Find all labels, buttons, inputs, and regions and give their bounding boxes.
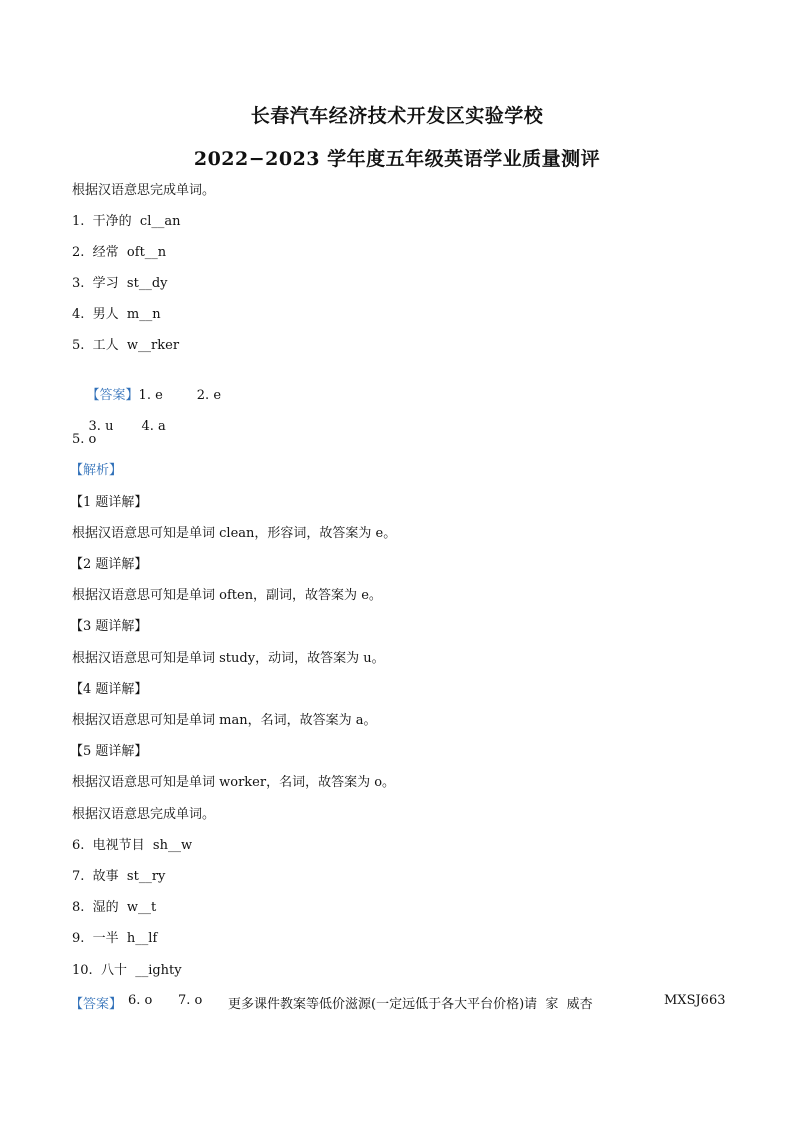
- detail-text-4: 根据汉语意思可知是单词 man，名词，故答案为 a。: [72, 713, 377, 728]
- answer-7: 7. o: [178, 993, 203, 1008]
- answer-5: 5. o: [72, 432, 97, 447]
- question-item-7: 7. 故事 st__ry: [72, 869, 166, 884]
- detail-heading-3: 【3 题详解】: [70, 619, 148, 634]
- detail-heading-2: 【2 题详解】: [70, 557, 148, 572]
- detail-text-3: 根据汉语意思可知是单词 study，动词，故答案为 u。: [72, 651, 385, 666]
- promo-text: 更多课件教案等低价滋源(一定远低于各大平台价格)请 家 威杏: [228, 997, 593, 1012]
- detail-text-1: 根据汉语意思可知是单词 clean，形容词，故答案为 e。: [72, 526, 397, 541]
- answer-1: 1. e: [138, 388, 163, 403]
- question-item-9: 9. 一半 h__lf: [72, 931, 158, 946]
- answer-2: 2. e: [196, 388, 222, 403]
- question-item-3: 3. 学习 st__dy: [72, 276, 168, 291]
- analysis-tag: 【解析】: [70, 463, 123, 478]
- detail-text-2: 根据汉语意思可知是单词 often，副词，故答案为 e。: [72, 588, 382, 603]
- question-item-6: 6. 电视节目 sh__w: [72, 838, 193, 853]
- question-item-5: 5. 工人 w__rker: [72, 338, 180, 353]
- section1-instruction: 根据汉语意思完成单词。: [72, 183, 216, 198]
- section2-instruction: 根据汉语意思完成单词。: [72, 807, 216, 822]
- question-item-2: 2. 经常 oft__n: [72, 245, 167, 260]
- question-item-4: 4. 男人 m__n: [72, 307, 161, 322]
- answer-4: 4. a: [141, 419, 166, 434]
- footer-answer-tag: 【答案】: [70, 997, 123, 1012]
- answer-tag: 【答案】: [86, 388, 139, 403]
- detail-heading-1: 【1 题详解】: [70, 495, 148, 510]
- detail-heading-4: 【4 题详解】: [70, 682, 148, 697]
- question-item-8: 8. 湿的 w__t: [72, 900, 157, 915]
- answer-6: 6. o: [128, 993, 153, 1008]
- school-title: 长春汽车经济技术开发区实验学校: [250, 105, 544, 127]
- question-item-10: 10. 八十 __ighty: [72, 963, 182, 978]
- answer-footer-row: [70, 993, 730, 1098]
- detail-heading-5: 【5 题详解】: [70, 744, 148, 759]
- detail-text-5: 根据汉语意思可知是单词 worker，名词，故答案为 o。: [72, 775, 396, 790]
- question-item-1: 1. 干净的 cl__an: [72, 214, 181, 229]
- exam-title: 2022−2023 学年度五年级英语学业质量测评: [193, 148, 601, 170]
- answer-3: 3. u: [88, 419, 114, 434]
- promo-code: MXSJ663: [664, 993, 726, 1008]
